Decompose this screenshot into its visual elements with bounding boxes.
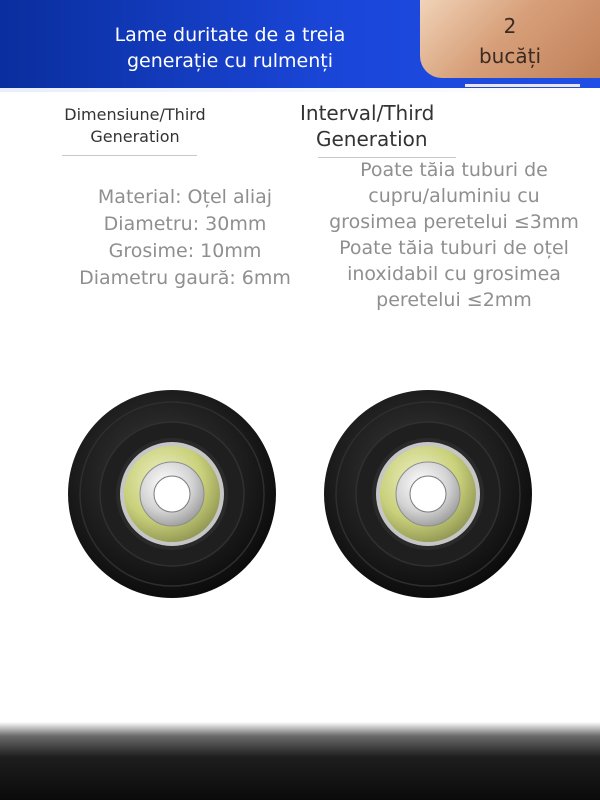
product-title [30, 22, 430, 74]
title-line-2: generație cu rulmenți [126, 50, 334, 72]
spec-thickness: Grosime: 10mm [108, 240, 262, 262]
range-line-2: cupru/aluminiu cu [368, 185, 540, 207]
range-heading-line-1: Interval/Third [300, 101, 435, 125]
spec-material: Material: Oțel aliaj [97, 186, 273, 208]
spec-hole-diameter: Diametru gaură: 6mm [79, 267, 291, 289]
range-line-6: peretelui ≤2mm [376, 289, 532, 311]
badge-shadow [465, 84, 580, 87]
quantity-unit: bucăți [478, 44, 542, 68]
footer-gradient [0, 722, 600, 800]
quantity-badge [420, 0, 600, 78]
range-line-1: Poate tăia tuburi de [360, 159, 548, 181]
quantity-number: 2 [503, 14, 517, 38]
dimension-heading-line-1: Dimensiune/Third [64, 105, 206, 124]
bearing-wheel-icon [66, 388, 278, 600]
dimension-specs [60, 184, 310, 292]
range-specs [316, 157, 592, 313]
dimension-underline [62, 155, 197, 156]
bearing-wheel-icon [322, 388, 534, 600]
header-divider [0, 88, 600, 92]
dimension-heading-line-2: Generation [90, 127, 180, 146]
dimension-heading [50, 104, 220, 148]
range-heading-line-2: Generation [316, 127, 428, 151]
range-line-4: Poate tăia tuburi de oțel [339, 237, 569, 259]
range-line-5: inoxidabil cu grosimea [347, 263, 561, 285]
title-line-1: Lame duritate de a treia [114, 24, 346, 46]
range-heading [300, 100, 460, 152]
range-line-3: grosimea peretelui ≤3mm [329, 211, 579, 233]
spec-diameter: Diametru: 30mm [103, 213, 267, 235]
